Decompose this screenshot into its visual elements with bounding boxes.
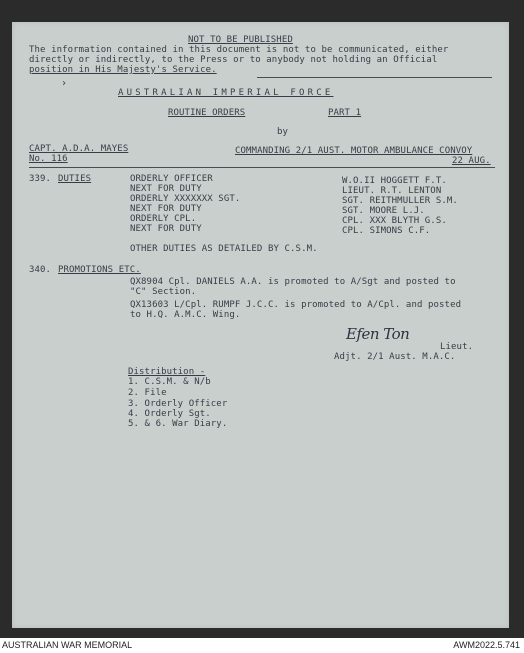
promotions-heading: PROMOTIONS ETC.	[58, 265, 141, 275]
duty-role: ORDERLY CPL.	[130, 214, 197, 224]
footer-credit: AUSTRALIAN WAR MEMORIAL	[2, 640, 133, 650]
issuer-name: CAPT. A.D.A. MAYES	[29, 144, 129, 154]
duty-name: SGT. REITHMULLER S.M.	[342, 196, 458, 206]
signature-appointment: Adjt. 2/1 Aust. M.A.C.	[334, 352, 456, 362]
orders-title: ROUTINE ORDERS	[168, 108, 246, 118]
order-number: No. 116	[29, 154, 68, 164]
by-label: by	[277, 127, 289, 137]
document-page	[12, 22, 509, 628]
duty-role: ORDERLY OFFICER	[130, 174, 213, 184]
issuer-command: COMMANDING 2/1 AUST. MOTOR AMBULANCE CONVOY	[235, 146, 473, 156]
other-duties-note: OTHER DUTIES AS DETAILED BY C.S.M.	[130, 244, 318, 254]
duties-number: 339.	[29, 174, 52, 184]
promotion-line: to H.Q. A.M.C. Wing.	[130, 310, 241, 320]
duty-name: SGT. MOORE L.J.	[342, 206, 425, 216]
header-rule	[257, 77, 492, 78]
notice-line-2: directly or indirectly, to the Press or to anybody not holding an Official	[29, 55, 438, 65]
signature-rank: Lieut.	[440, 342, 474, 352]
distribution-heading: Distribution -	[128, 367, 206, 377]
duty-name: W.O.II HOGGETT F.T.	[342, 176, 447, 186]
distribution-item: 4. Orderly Sgt.	[128, 409, 211, 419]
promotion-line: QX13603 L/Cpl. RUMPF J.C.C. is promoted to A/Cpl. and posted	[130, 300, 462, 310]
page-mark: ›	[61, 78, 68, 89]
duty-name: CPL. SIMONS C.F.	[342, 226, 431, 236]
duty-role: ORDERLY XXXXXXX SGT.	[130, 194, 241, 204]
duty-name: CPL. XXX BLYTH G.S.	[342, 216, 447, 226]
promotion-line: "C" Section.	[130, 287, 197, 297]
distribution-item: 2. File	[128, 388, 167, 398]
distribution-item: 3. Orderly Officer	[128, 399, 228, 409]
duty-role: NEXT FOR DUTY	[130, 184, 202, 194]
promotions-number: 340.	[29, 265, 52, 275]
distribution-item: 5. & 6. War Diary.	[128, 419, 228, 429]
notice-line-1: The information contained in this document is not to be communicated, either	[29, 45, 449, 55]
signature: Efen Ton	[346, 325, 410, 343]
distribution-item: 1. C.S.M. & N/b	[128, 377, 211, 387]
notice-line-3: position in His Majesty's Service.	[29, 65, 217, 75]
footer-accession-number: AWM2022.5.741	[453, 640, 520, 650]
duty-name: LIEUT. R.T. LENTON	[342, 186, 442, 196]
force-title: AUSTRALIAN IMPERIAL FORCE	[118, 88, 334, 98]
duties-heading: DUTIES	[58, 174, 92, 184]
issue-date: 22 AUG.	[452, 156, 491, 166]
duty-role: NEXT FOR DUTY	[130, 204, 202, 214]
not-published-heading: NOT TO BE PUBLISHED	[188, 35, 293, 45]
promotion-line: QX8904 Cpl. DANIELS A.A. is promoted to A/Sgt and posted to	[130, 277, 456, 287]
issuer-rule	[29, 167, 495, 168]
part-title: PART 1	[328, 108, 362, 118]
duty-role: NEXT FOR DUTY	[130, 224, 202, 234]
